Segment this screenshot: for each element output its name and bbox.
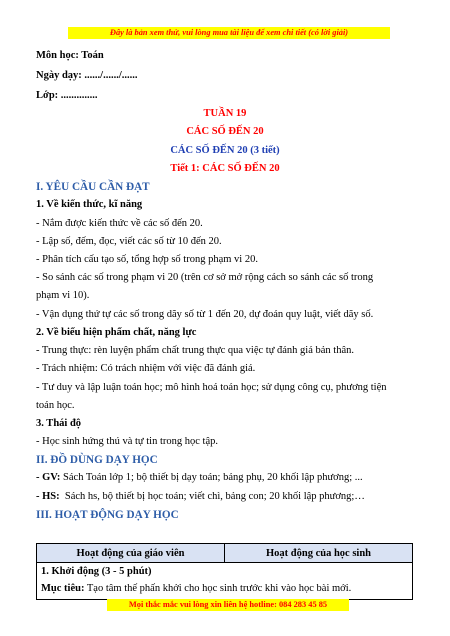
- quality-item: - Tư duy và lập luận toán học; mô hình hoá toán học; sử dụng công cụ, phương tiện: [36, 382, 387, 393]
- warmup-title: 1. Khởi động (3 - 5 phút): [41, 566, 152, 577]
- student-materials-label: - HS:: [36, 491, 60, 502]
- warmup-goal-text: Tạo tâm thế phấn khởi cho học sinh trước khi vào học bài mới.: [84, 583, 352, 594]
- week-title: TUẦN 19: [203, 108, 247, 119]
- student-materials: [36, 491, 365, 502]
- lesson-group-title: CÁC SỐ ĐẾN 20 (3 tiết): [170, 145, 280, 156]
- topic-title: CÁC SỐ ĐẾN 20: [186, 126, 264, 137]
- section-materials-heading: II. ĐỒ DÙNG DẠY HỌC: [36, 454, 158, 466]
- attitude-heading: 3. Thái độ: [36, 418, 82, 429]
- objective-item: - Nắm được kiến thức về các số đến 20.: [36, 218, 203, 229]
- warmup-cell: [37, 563, 413, 600]
- teacher-materials: [36, 472, 363, 483]
- activities-table: [36, 543, 413, 600]
- table-row: [37, 563, 413, 600]
- quality-item: - Trách nhiệm: Có trách nhiệm với việc đã đánh giá.: [36, 363, 256, 374]
- objective-item: - Phân tích cấu tạo số, tổng hợp số trong phạm vi 20.: [36, 254, 258, 265]
- objective-item: - Vận dụng thứ tự các số trong dãy số từ 1 đến 20, dự đoán quy luật, viết dãy số.: [36, 309, 374, 320]
- class-label: Lớp: ..............: [36, 90, 98, 101]
- student-column-header: Hoạt động của học sinh: [225, 544, 413, 563]
- warmup-goal: [41, 580, 408, 597]
- section-activities-heading: III. HOẠT ĐỘNG DẠY HỌC: [36, 509, 179, 521]
- attitude-item: - Học sinh hứng thú và tự tin trong học tập.: [36, 436, 218, 447]
- teacher-materials-text: Sách Toán lớp 1; bộ thiết bị dạy toán; bảng phụ, 20 khối lập phương; ...: [60, 472, 363, 483]
- teacher-column-header: Hoạt động của giáo viên: [37, 544, 225, 563]
- objective-item-continued: phạm vi 10).: [36, 290, 90, 301]
- date-label: Ngày dạy: ....../....../......: [36, 70, 138, 81]
- student-materials-text: Sách hs, bộ thiết bị học toán; viết chì, bảng con; 20 khối lập phương;…: [59, 491, 365, 502]
- hotline-banner: Mọi thắc mắc vui lòng xin liên hệ hotline: 084 283 45 85: [107, 599, 349, 611]
- objective-item: - Lập số, đếm, đọc, viết các số từ 10 đến 20.: [36, 236, 222, 247]
- objective-item: - So sánh các số trong phạm vi 20 (trên cơ sở mở rộng cách so sánh các số trong: [36, 272, 374, 283]
- preview-notice-banner: Đây là bản xem thử, vui lòng mua tài liệu để xem chi tiết (có lời giải): [68, 27, 390, 39]
- warmup-goal-label: Mục tiêu:: [41, 583, 85, 594]
- lesson-title: Tiết 1: CÁC SỐ ĐẾN 20: [170, 163, 280, 174]
- teacher-materials-label: - GV:: [36, 472, 61, 483]
- table-header-row: [37, 544, 413, 563]
- knowledge-skills-heading: 1. Về kiến thức, kĩ năng: [36, 199, 143, 210]
- quality-item-continued: toán học.: [36, 400, 75, 411]
- section-objectives-heading: I. YÊU CẦU CẦN ĐẠT: [36, 181, 150, 193]
- quality-item: - Trung thực: rèn luyện phẩm chất trung thực qua việc tự đánh giá bản thân.: [36, 345, 354, 356]
- subject-label: Môn học: Toán: [36, 50, 104, 61]
- qualities-heading: 2. Về biểu hiện phẩm chất, năng lực: [36, 327, 197, 338]
